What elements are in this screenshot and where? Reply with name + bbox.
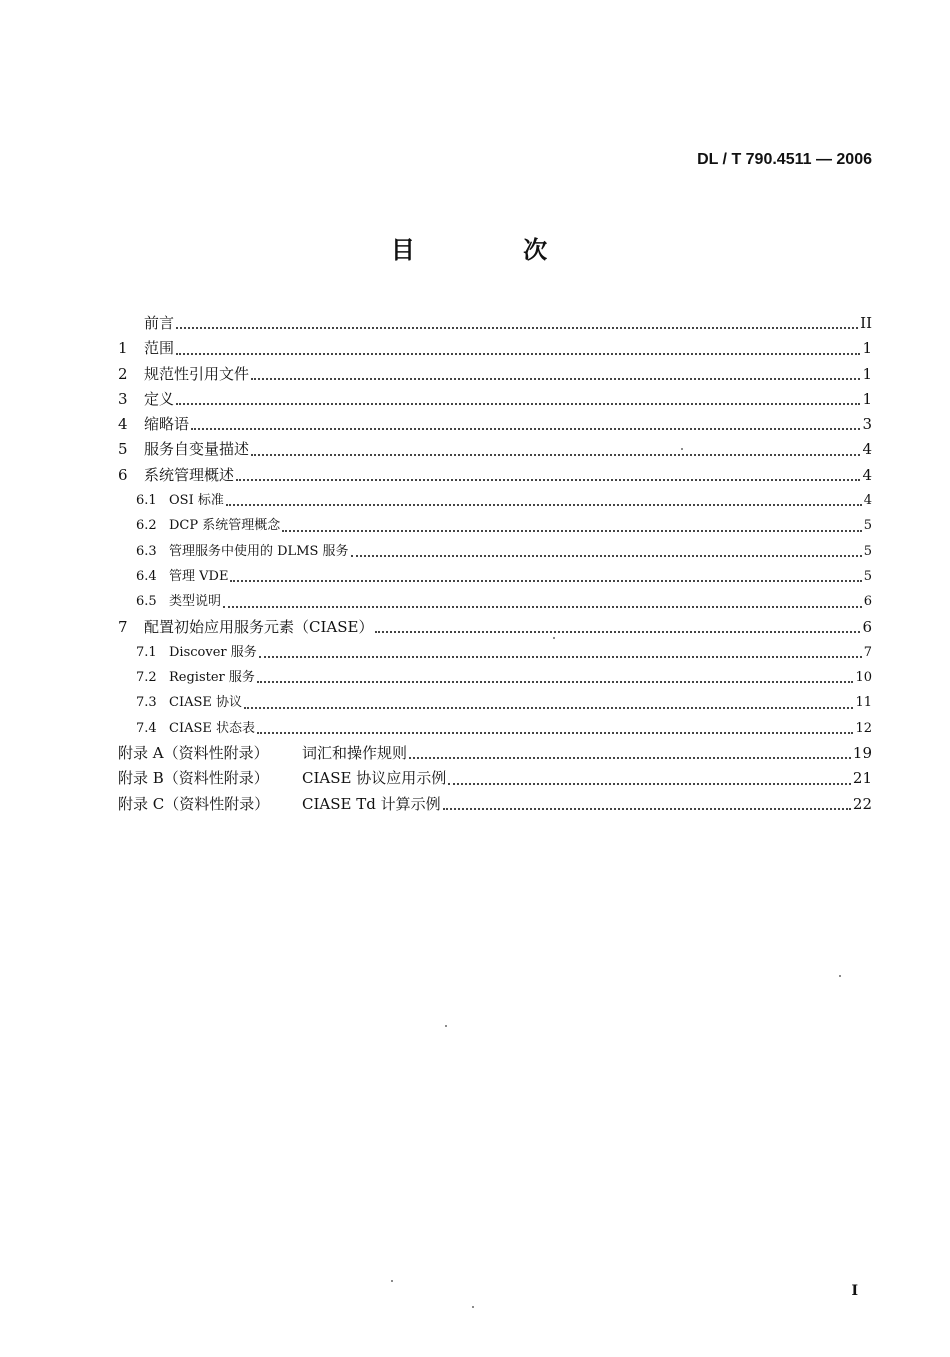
dot-leader [259, 656, 862, 658]
toc-entry-number: 7 [118, 617, 128, 636]
toc-entry-page: 10 [855, 670, 872, 686]
toc-entry-page: 19 [852, 744, 872, 763]
page-number: I [851, 1283, 858, 1299]
toc-entry-number: 6.5 [136, 594, 157, 610]
page-title: 目 次 [390, 236, 598, 264]
toc-entry-page: 1 [862, 364, 872, 383]
dot-leader [443, 808, 851, 810]
toc-entry-number: 6.3 [136, 543, 157, 559]
toc-entry-page: 12 [855, 720, 872, 736]
dot-leader [257, 732, 853, 734]
toc-entry[interactable] [118, 311, 872, 336]
toc-entry-page: 6 [863, 594, 872, 610]
toc-entry-title: 范围 [144, 339, 175, 358]
toc-entry[interactable] [118, 792, 872, 817]
toc-entry-number: 7.3 [136, 695, 157, 711]
toc-entry-number: 4 [118, 415, 128, 434]
toc-entry-page: 1 [862, 389, 872, 408]
toc-entry-page: 1 [862, 339, 872, 358]
scan-speck [391, 1280, 393, 1282]
toc-entry-page: 5 [863, 543, 872, 559]
scan-speck [553, 637, 555, 639]
dot-leader [176, 327, 858, 329]
toc-entry-title: 管理服务中使用的 DLMS 服务 [169, 543, 349, 559]
toc-entry-title: OSI 标准 [169, 493, 224, 509]
toc-entry-title: 服务自变量描述 [144, 440, 250, 459]
toc-entry-title: Discover 服务 [169, 644, 257, 660]
toc-entry-title: 前言 [144, 314, 175, 332]
toc-entry[interactable] [118, 539, 872, 564]
toc-entry[interactable] [118, 589, 872, 614]
toc-entry[interactable] [118, 412, 872, 437]
toc-entry[interactable] [118, 640, 872, 665]
toc-entry-title: DCP 系统管理概念 [169, 518, 281, 534]
toc-entry-number: 7.2 [136, 670, 157, 686]
toc-entry-page: 4 [862, 440, 872, 459]
toc-entry[interactable] [118, 488, 872, 513]
dot-leader [223, 606, 862, 608]
toc-entry-title: 类型说明 [169, 594, 222, 610]
toc-entry-number: 5 [118, 440, 128, 459]
toc-entry-number: 6.2 [136, 518, 157, 534]
toc-entry[interactable] [118, 741, 872, 766]
toc-entry[interactable] [118, 387, 872, 412]
dot-leader [351, 555, 862, 557]
toc-entry-title: 缩略语 [144, 415, 190, 434]
toc-entry-page: 5 [863, 518, 872, 534]
toc-entry-number: 7.4 [136, 720, 157, 736]
toc-entry[interactable] [118, 665, 872, 690]
toc-entry-number: 6.4 [136, 568, 157, 584]
dot-leader [251, 454, 860, 456]
dot-leader [251, 378, 860, 380]
scan-speck [445, 1025, 447, 1027]
toc-appendix-label: 附录 B（资料性附录） [118, 769, 269, 788]
toc-entry-title: 管理 VDE [169, 568, 229, 584]
toc-entry-title: 词汇和操作规则 [302, 744, 408, 763]
toc-entry-page: II [860, 314, 872, 332]
toc-entry[interactable] [118, 362, 872, 387]
toc-entry-number: 7.1 [136, 644, 157, 660]
toc-entry-number: 2 [118, 364, 128, 383]
document-code: DL / T 790.4511 — 2006 [697, 151, 872, 168]
dot-leader [176, 353, 860, 355]
toc-entry[interactable] [118, 463, 872, 488]
toc-entry-page: 4 [862, 465, 872, 484]
toc-entry-title: CIASE Td 计算示例 [302, 794, 441, 813]
toc-entry-number: 6.1 [136, 493, 157, 509]
scan-speck [681, 448, 683, 450]
table-of-contents [118, 311, 872, 817]
toc-appendix-label: 附录 A（资料性附录） [118, 744, 269, 763]
toc-entry-title: 配置初始应用服务元素（CIASE） [144, 617, 374, 636]
dot-leader [409, 757, 851, 759]
toc-entry[interactable] [118, 766, 872, 791]
toc-entry-title: Register 服务 [169, 670, 255, 686]
toc-entry-title: CIASE 状态表 [169, 720, 255, 736]
dot-leader [230, 580, 861, 582]
toc-entry-title: 定义 [144, 389, 175, 408]
toc-entry-number: 6 [118, 465, 128, 484]
toc-entry-page: 3 [862, 415, 872, 434]
scan-speck [472, 1306, 474, 1308]
toc-entry-page: 7 [863, 644, 872, 660]
toc-entry-page: 4 [863, 493, 872, 509]
toc-entry-page: 5 [863, 568, 872, 584]
toc-entry-title: 规范性引用文件 [144, 364, 250, 383]
toc-entry-page: 21 [852, 769, 872, 788]
toc-entry-number: 3 [118, 389, 128, 408]
toc-entry-title: CIASE 协议应用示例 [302, 769, 447, 788]
toc-entry[interactable] [118, 437, 872, 462]
dot-leader [257, 681, 854, 683]
dot-leader [282, 530, 861, 532]
toc-entry[interactable] [118, 513, 872, 538]
toc-entry-page: 6 [862, 617, 872, 636]
toc-entry[interactable] [118, 615, 872, 640]
toc-entry-page: 11 [855, 695, 872, 711]
toc-entry-number: 1 [118, 339, 128, 358]
dot-leader [448, 783, 851, 785]
dot-leader [244, 707, 853, 709]
scan-speck [839, 975, 841, 977]
toc-entry[interactable] [118, 716, 872, 741]
toc-entry[interactable] [118, 690, 872, 715]
dot-leader [226, 504, 862, 506]
toc-entry[interactable] [118, 336, 872, 361]
dot-leader [176, 403, 860, 405]
toc-entry[interactable] [118, 564, 872, 589]
dot-leader [236, 479, 860, 481]
toc-entry-page: 22 [852, 794, 872, 813]
toc-appendix-label: 附录 C（资料性附录） [118, 794, 270, 813]
dot-leader [191, 428, 860, 430]
toc-entry-title: CIASE 协议 [169, 695, 242, 711]
dot-leader [375, 631, 860, 633]
toc-entry-title: 系统管理概述 [144, 465, 235, 484]
